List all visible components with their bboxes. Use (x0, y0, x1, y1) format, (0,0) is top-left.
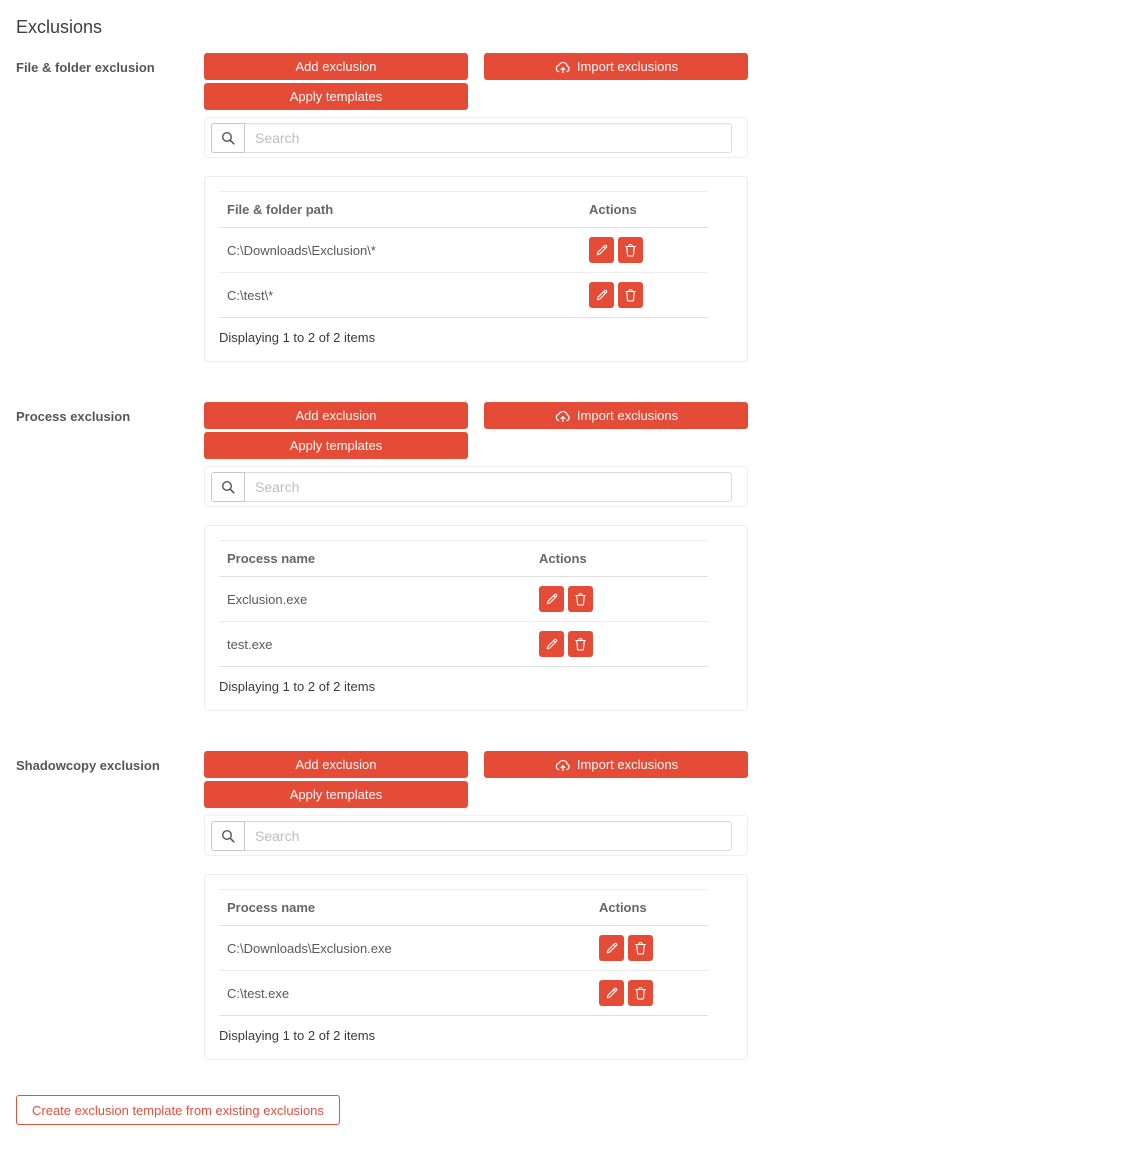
page-title: Exclusions (16, 17, 103, 37)
section-label: File & folder exclusion (16, 60, 155, 75)
table-row (219, 577, 708, 622)
add-exclusion-button[interactable]: Add exclusion (204, 751, 468, 778)
delete-exclusion-button[interactable] (618, 237, 643, 263)
edit-exclusion-button[interactable] (599, 935, 624, 961)
section-file-folder-exclusion (16, 53, 1120, 362)
search-panel (204, 815, 748, 856)
search-panel (204, 466, 748, 507)
pencil-icon (605, 941, 619, 955)
import-exclusions-label: Import exclusions (576, 757, 679, 772)
column-header-name: Process name (219, 541, 531, 577)
delete-exclusion-button[interactable] (568, 586, 593, 612)
actions-cell (581, 228, 708, 273)
import-exclusions-button[interactable] (484, 402, 748, 429)
section-content (204, 751, 748, 1060)
create-template-button[interactable]: Create exclusion template from existing exclusions (16, 1095, 340, 1125)
exclusion-path-cell: Exclusion.exe (219, 577, 531, 622)
edit-exclusion-button[interactable] (599, 980, 624, 1006)
button-row (204, 402, 748, 429)
pencil-icon (605, 986, 619, 1000)
table-header-row (219, 192, 708, 228)
cloud-upload-icon (554, 60, 571, 73)
exclusions-table (219, 889, 708, 1016)
items-count-text: Displaying 1 to 2 of 2 items (219, 330, 376, 345)
search-input[interactable] (245, 821, 732, 851)
actions-cell (531, 577, 708, 622)
column-header-name: File & folder path (219, 192, 581, 228)
import-exclusions-button[interactable] (484, 53, 748, 80)
search-icon (211, 472, 245, 502)
apply-templates-button[interactable]: Apply templates (204, 781, 468, 808)
section-label: Process exclusion (16, 409, 131, 424)
cloud-upload-icon (554, 758, 571, 771)
exclusion-table-card (204, 176, 748, 362)
trash-icon (624, 288, 637, 302)
table-header-row (219, 541, 708, 577)
table-row (219, 622, 708, 667)
trash-icon (634, 941, 647, 955)
items-count-text: Displaying 1 to 2 of 2 items (219, 679, 376, 694)
import-exclusions-label: Import exclusions (576, 408, 679, 423)
apply-templates-button[interactable]: Apply templates (204, 83, 468, 110)
column-header-actions: Actions (581, 192, 708, 228)
add-exclusion-button[interactable]: Add exclusion (204, 402, 468, 429)
section-label: Shadowcopy exclusion (16, 758, 160, 773)
delete-exclusion-button[interactable] (618, 282, 643, 308)
actions-cell (591, 971, 708, 1016)
table-header-row (219, 890, 708, 926)
table-row (219, 926, 708, 971)
apply-templates-button[interactable]: Apply templates (204, 432, 468, 459)
search-panel (204, 117, 748, 158)
edit-exclusion-button[interactable] (539, 586, 564, 612)
actions-cell (591, 926, 708, 971)
table-row (219, 273, 708, 318)
exclusion-path-cell: test.exe (219, 622, 531, 667)
delete-exclusion-button[interactable] (628, 935, 653, 961)
search-icon (211, 821, 245, 851)
trash-icon (574, 637, 587, 651)
import-exclusions-label: Import exclusions (576, 59, 679, 74)
search-input[interactable] (245, 123, 732, 153)
import-exclusions-button[interactable] (484, 751, 748, 778)
trash-icon (574, 592, 587, 606)
exclusions-table (219, 191, 708, 318)
exclusion-table-card (204, 525, 748, 711)
table-row (219, 228, 708, 273)
search-icon (211, 123, 245, 153)
actions-cell (581, 273, 708, 318)
exclusion-path-cell: C:\Downloads\Exclusion.exe (219, 926, 591, 971)
cloud-upload-icon (554, 409, 571, 422)
table-row (219, 971, 708, 1016)
column-header-actions: Actions (591, 890, 708, 926)
delete-exclusion-button[interactable] (628, 980, 653, 1006)
button-row (204, 53, 748, 80)
items-count-text: Displaying 1 to 2 of 2 items (219, 1028, 376, 1043)
edit-exclusion-button[interactable] (589, 237, 614, 263)
delete-exclusion-button[interactable] (568, 631, 593, 657)
section-content (204, 402, 748, 711)
search-input[interactable] (245, 472, 732, 502)
pencil-icon (545, 592, 559, 606)
section-content (204, 53, 748, 362)
edit-exclusion-button[interactable] (589, 282, 614, 308)
pencil-icon (595, 243, 609, 257)
exclusion-path-cell: C:\test\* (219, 273, 581, 318)
pencil-icon (595, 288, 609, 302)
exclusions-table (219, 540, 708, 667)
actions-cell (531, 622, 708, 667)
add-exclusion-button[interactable]: Add exclusion (204, 53, 468, 80)
pencil-icon (545, 637, 559, 651)
section-shadowcopy-exclusion (16, 751, 1120, 1060)
button-row (204, 751, 748, 778)
section-process-exclusion (16, 402, 1120, 711)
exclusion-table-card (204, 874, 748, 1060)
exclusion-path-cell: C:\test.exe (219, 971, 591, 1016)
exclusion-path-cell: C:\Downloads\Exclusion\* (219, 228, 581, 273)
column-header-actions: Actions (531, 541, 708, 577)
edit-exclusion-button[interactable] (539, 631, 564, 657)
column-header-name: Process name (219, 890, 591, 926)
trash-icon (634, 986, 647, 1000)
trash-icon (624, 243, 637, 257)
